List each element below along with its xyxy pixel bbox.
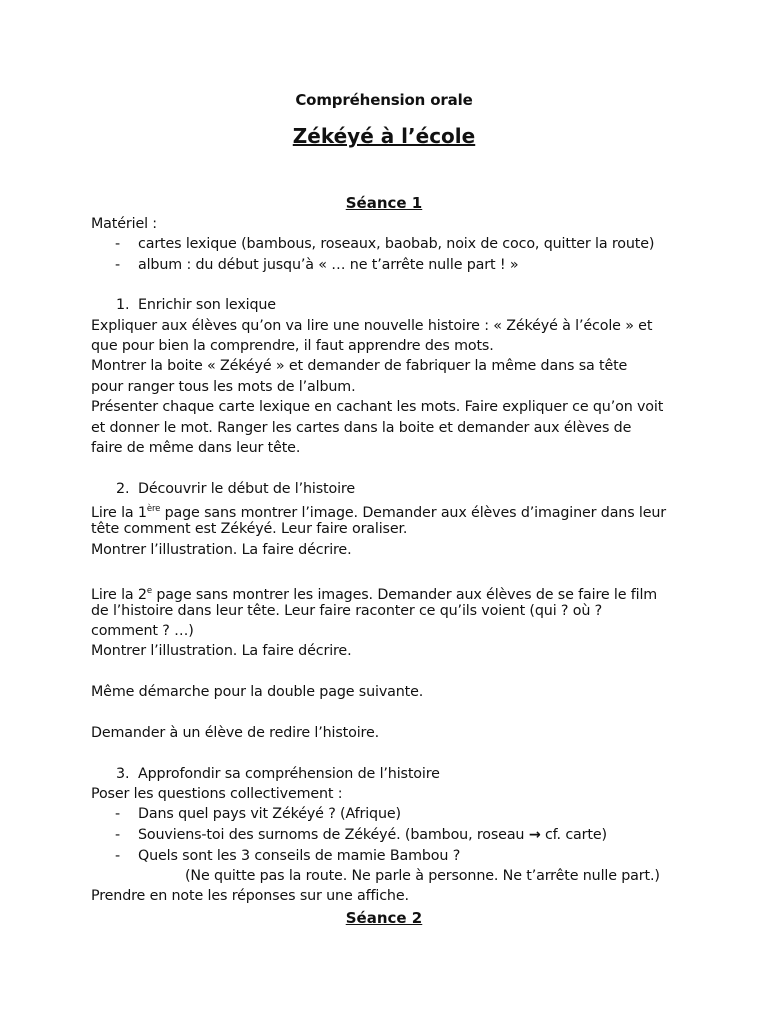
seance-2-heading: Séance 2 [345, 909, 423, 927]
seance-1-heading: Séance 1 [345, 194, 423, 212]
list-dash: - [115, 806, 121, 822]
paragraph-line: Montrer l’illustration. La faire décrire. [91, 542, 352, 558]
paragraph-line: comment ? …) [91, 623, 194, 639]
paragraph-line: que pour bien la comprendre, il faut apprendre des mots. [91, 338, 494, 354]
paragraph-line: et donner le mot. Ranger les cartes dans la boite et demander aux élèves de [91, 420, 632, 436]
paragraph-line: pour ranger tous les mots de l’album. [91, 379, 356, 395]
paragraph-line: Montrer l’illustration. La faire décrire. [91, 643, 352, 659]
paragraph-line: Prendre en note les réponses sur une affiche. [91, 888, 409, 904]
list-dash: - [115, 257, 121, 273]
list-dash: - [115, 236, 121, 252]
paragraph-line: Demander à un élève de redire l’histoire. [91, 725, 379, 741]
paragraph-line: Expliquer aux élèves qu’on va lire une nouvelle histoire : « Zékéyé à l’école » et [91, 318, 653, 334]
paragraph-line: Lire la 1ère page sans montrer l’image. Demander aux élèves d’imaginer dans leur [91, 504, 667, 521]
materiel-label: Matériel : [91, 216, 157, 232]
question-answer: (Ne quitte pas la route. Ne parle à personne. Ne t’arrête nulle part.) [185, 868, 660, 884]
document-title: Zékéyé à l’école [292, 124, 476, 148]
paragraph-line: Même démarche pour la double page suivante. [91, 684, 424, 700]
paragraph-line: faire de même dans leur tête. [91, 440, 301, 456]
paragraph-line: de l’histoire dans leur tête. Leur faire raconter ce qu’ils voient (qui ? où ? [91, 603, 603, 619]
document-page: Compréhension orale Zékéyé à l’école Séance 1 Matériel : - cartes lexique (bambous, roseaux, baobab, noix de coco, quitter la route) - album : du début jusqu’à « … ne t’arrête nulle part ! » 1. Enrichir son lexique Expliquer aux élèves qu’on va lire une nouvelle histoire : « Zékéyé à l’école » et que pour bien la comprendre, il faut apprendre des mots. Montrer la boite « Zékéyé » et demander de fabriquer la même dans sa tête pour ranger tous les mots de l’album. Présenter chaque carte lexique en cachant les mots. Faire expliquer ce qu’on voit et donner le mot. Ranger les cartes dans la boite et demander aux élèves de faire de même dans leur tête. 2. Découvrir le début de l’histoire Lire la 1ère page sans montrer l’image. Demander aux élèves d’imaginer dans leur tête comment est Zékéyé. Leur faire oraliser. Montrer l’illustration. La faire décrire. Lire la 2e page sans montrer les images. Demander aux élèves de se faire le film de l’histoire dans leur tête. Leur faire raconter ce qu’ils voient (qui ? où ? comment ? …) Montrer l’illustration. La faire décrire. Même démarche pour la double page suivante. Demander à un élève de redire l’histoire. 3. Approfondir sa compréhension de l’histoire Poser les questions collectivement : - Dans quel pays vit Zékéyé ? (Afrique) - Souviens-toi des surnoms de Zékéyé. (bambou, roseau → cf. carte) - Quels sont les 3 conseils de mamie Bambou ? (Ne quitte pas la route. Ne parle à personne. Ne t’arrête nulle part.) Prendre en note les réponses sur une affiche. Séance 2 [0, 0, 768, 1024]
list-dash: - [115, 848, 121, 864]
paragraph-line: Présenter chaque carte lexique en cachant les mots. Faire expliquer ce qu’on voit [91, 399, 664, 415]
arrow-right-icon: → [528, 827, 541, 843]
document-subtitle: Compréhension orale [295, 91, 473, 109]
paragraph-line: Lire la 2e page sans montrer les images. Demander aux élèves de se faire le film [91, 586, 658, 603]
paragraph-line: tête comment est Zékéyé. Leur faire oraliser. [91, 521, 408, 537]
list-dash: - [115, 827, 121, 843]
paragraph-line: Montrer la boite « Zékéyé » et demander de fabriquer la même dans sa tête [91, 358, 628, 374]
paragraph-line: Poser les questions collectivement : [91, 786, 343, 802]
